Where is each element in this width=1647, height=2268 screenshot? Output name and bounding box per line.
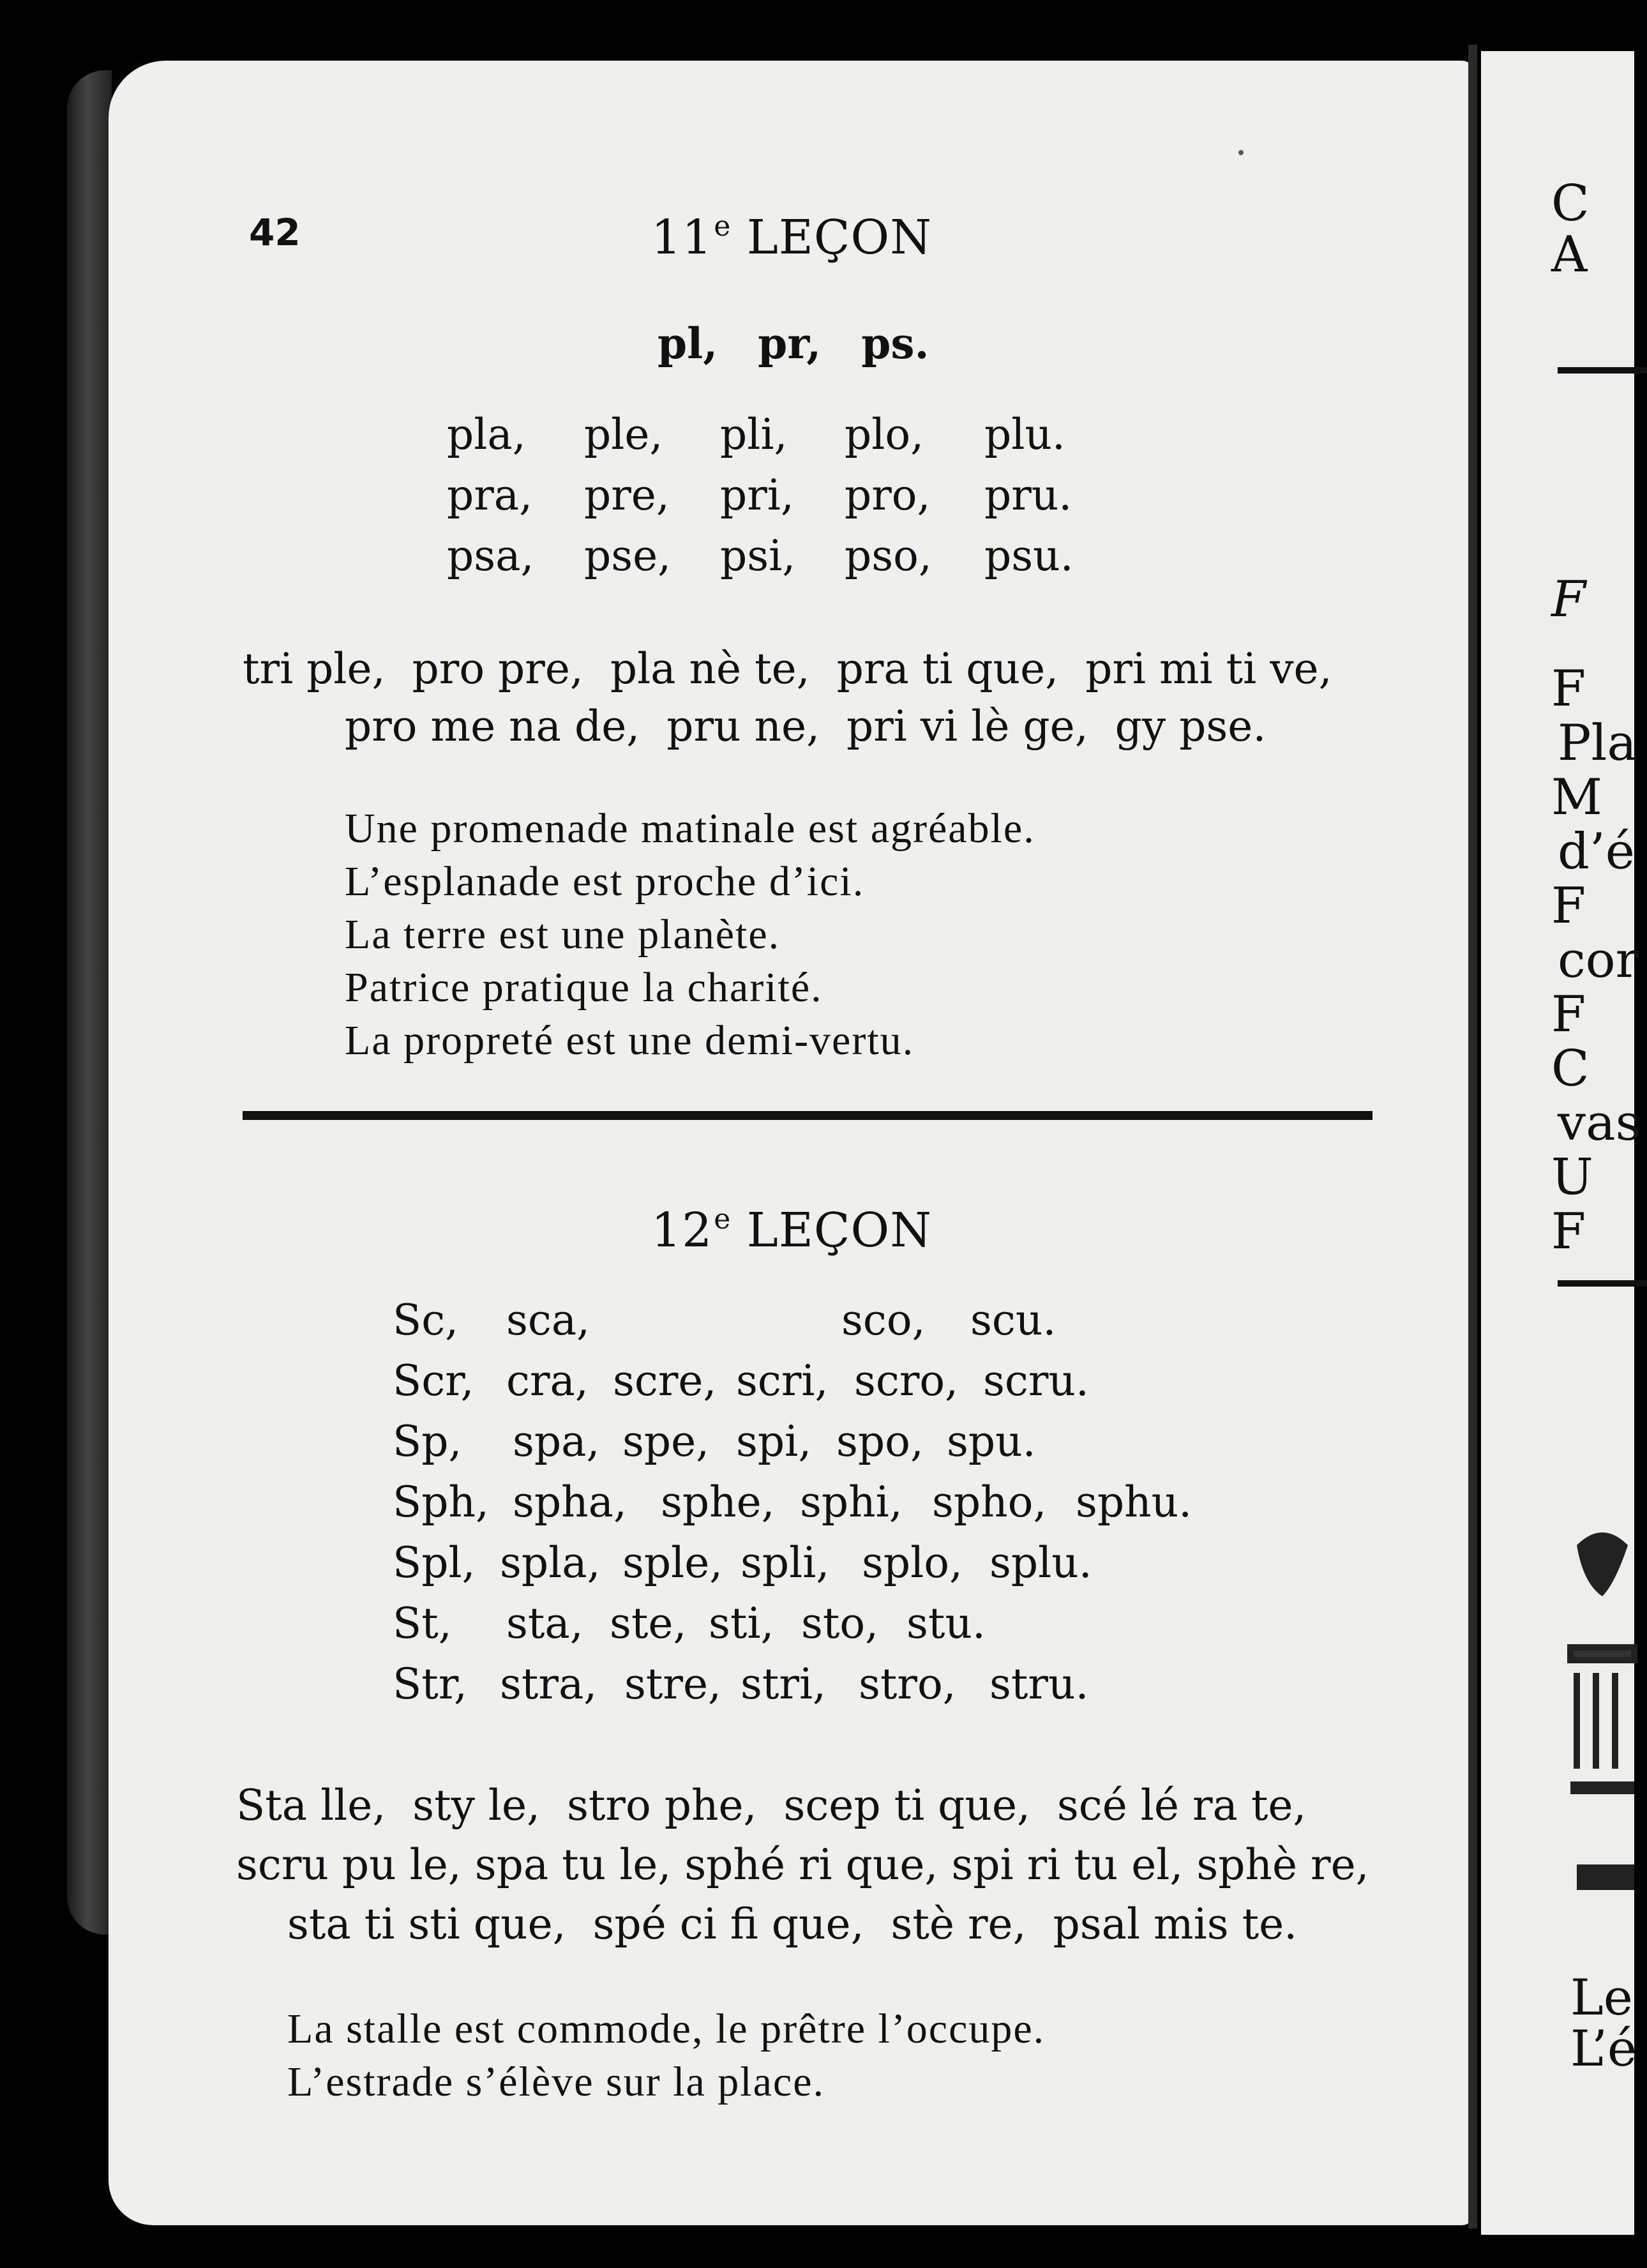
syllable: Spl, <box>393 1538 476 1587</box>
sentence: La propreté est une demi-vertu. <box>345 1017 915 1064</box>
right-page-fragment: cor <box>1558 932 1639 989</box>
syllable: plo, <box>845 410 924 459</box>
right-page-fragment: C <box>1551 1040 1590 1098</box>
right-page-rule <box>1558 367 1647 374</box>
syllable: pso, <box>845 531 932 580</box>
syllable: psu. <box>984 531 1074 580</box>
syllable: sca, <box>506 1296 590 1345</box>
lesson-12-word-line: scru pu le, spa tu le, sphé ri que, spi ri tu el, sphè re, <box>236 1840 1369 1889</box>
syllable: scru. <box>983 1356 1089 1405</box>
right-page-fragment: A <box>1551 226 1588 284</box>
syllable: spli, <box>741 1538 830 1587</box>
syllable: plu. <box>984 410 1065 459</box>
lesson-12-title <box>109 1203 1475 1258</box>
syllable: scro, <box>854 1356 959 1405</box>
syllable: pru. <box>984 471 1072 520</box>
syllable: stro, <box>859 1659 956 1709</box>
syllable: sphi, <box>800 1478 903 1527</box>
syllable: pro, <box>845 471 931 520</box>
syllable: pse, <box>584 531 672 580</box>
lesson-12-word-line: sta ti sti que, spé ci fi que, stè re, psal mis te. <box>287 1900 1298 1949</box>
lesson-11-number: 11 <box>651 210 713 265</box>
right-page-rule <box>1558 1280 1647 1287</box>
right-page-fragment: L’é <box>1570 2020 1637 2078</box>
syllable: sti, <box>709 1599 774 1648</box>
syllable: spi, <box>736 1417 812 1466</box>
syllable: pre, <box>584 471 670 520</box>
syllable: pla, <box>447 410 526 459</box>
syllable: splu. <box>989 1538 1092 1587</box>
sentence: L’esplanade est proche d’ici. <box>345 858 865 905</box>
syllable: St, <box>393 1599 452 1648</box>
syllable: pli, <box>720 410 788 459</box>
right-page-fragment: M <box>1551 769 1602 826</box>
right-page-fragment: Pla <box>1558 714 1637 772</box>
syllable: spho, <box>932 1478 1047 1527</box>
sentence: Patrice pratique la charité. <box>345 964 823 1011</box>
syllable: Sph, <box>393 1478 489 1527</box>
syllable: sco, <box>841 1296 926 1345</box>
book-spine <box>67 70 112 1935</box>
lesson-12-number: 12 <box>651 1203 713 1258</box>
syllable: scre, <box>613 1356 717 1405</box>
syllable: spe, <box>622 1417 710 1466</box>
lesson-11-subheading: pl, pr, ps. <box>658 319 929 368</box>
right-page-fragment: F <box>1551 660 1586 718</box>
sentence: L’estrade s’élève sur la place. <box>287 2059 825 2105</box>
syllable: Str, <box>393 1659 468 1709</box>
syllable: sphu. <box>1076 1478 1192 1527</box>
syllable: stu. <box>906 1599 986 1648</box>
syllable: stri, <box>741 1659 827 1709</box>
syllable: spo, <box>836 1417 924 1466</box>
syllable: ple, <box>584 410 663 459</box>
page-gutter <box>1468 45 1477 2228</box>
right-page-fragment: C <box>1551 175 1590 232</box>
syllable: stru. <box>989 1659 1089 1709</box>
sentence: Une promenade matinale est agréable. <box>345 805 1035 852</box>
section-divider <box>243 1111 1372 1120</box>
right-page-fragment: F <box>1551 986 1586 1043</box>
right-page-fragment: d’é <box>1558 823 1635 881</box>
ornament-illustration-icon <box>1551 1507 1634 2018</box>
syllable: sta, <box>506 1599 583 1648</box>
syllable: splo, <box>862 1538 963 1587</box>
lesson-11-word-line: tri ple, pro pre, pla nè te, pra ti que, pri mi ti ve, <box>243 644 1332 693</box>
lesson-12-ordinal: e <box>714 1203 732 1236</box>
lesson-12-word-line: Sta lle, sty le, stro phe, scep ti que, scé lé ra te, <box>236 1781 1307 1830</box>
left-page <box>109 61 1475 2225</box>
syllable: scri, <box>736 1356 829 1405</box>
lesson-12-word: LEÇON <box>746 1203 932 1258</box>
right-page-fragment: F <box>1551 571 1586 628</box>
right-page-fragment: U <box>1551 1149 1593 1206</box>
syllable: scu. <box>970 1296 1057 1345</box>
syllable: cra, <box>506 1356 589 1405</box>
lesson-11-ordinal: e <box>714 210 732 243</box>
syllable: pri, <box>720 471 794 520</box>
lesson-11-word-line: pro me na de, pru ne, pri vi lè ge, gy pse. <box>345 702 1267 751</box>
syllable: ste, <box>610 1599 687 1648</box>
syllable: spa, <box>513 1417 600 1466</box>
ink-speck <box>1238 150 1244 155</box>
syllable: psa, <box>447 531 534 580</box>
sentence: La stalle est commode, le prêtre l’occupe. <box>287 2006 1046 2052</box>
syllable: spha, <box>513 1478 627 1527</box>
sentence: La terre est une planète. <box>345 911 781 958</box>
syllable: spla, <box>500 1538 601 1587</box>
syllable: pra, <box>447 471 533 520</box>
right-page-fragment: F <box>1551 877 1586 935</box>
syllable: sto, <box>801 1599 879 1648</box>
right-page-fragment: F <box>1551 1203 1586 1260</box>
syllable: sphe, <box>661 1478 775 1527</box>
syllable: spu. <box>947 1417 1036 1466</box>
right-page-edge <box>1481 51 1641 2235</box>
syllable: psi, <box>720 531 796 580</box>
lesson-11-word: LEÇON <box>746 210 932 265</box>
syllable: Scr, <box>393 1356 474 1405</box>
syllable: sple, <box>622 1538 723 1587</box>
syllable: Sp, <box>393 1417 462 1466</box>
page-number: 42 <box>249 211 301 254</box>
right-page-fragment: Le <box>1570 1969 1633 2027</box>
syllable: stra, <box>500 1659 598 1709</box>
syllable: Sc, <box>393 1296 459 1345</box>
syllable: stre, <box>624 1659 721 1709</box>
right-page-fragment: vas <box>1558 1094 1641 1152</box>
lesson-11-title <box>109 210 1475 265</box>
